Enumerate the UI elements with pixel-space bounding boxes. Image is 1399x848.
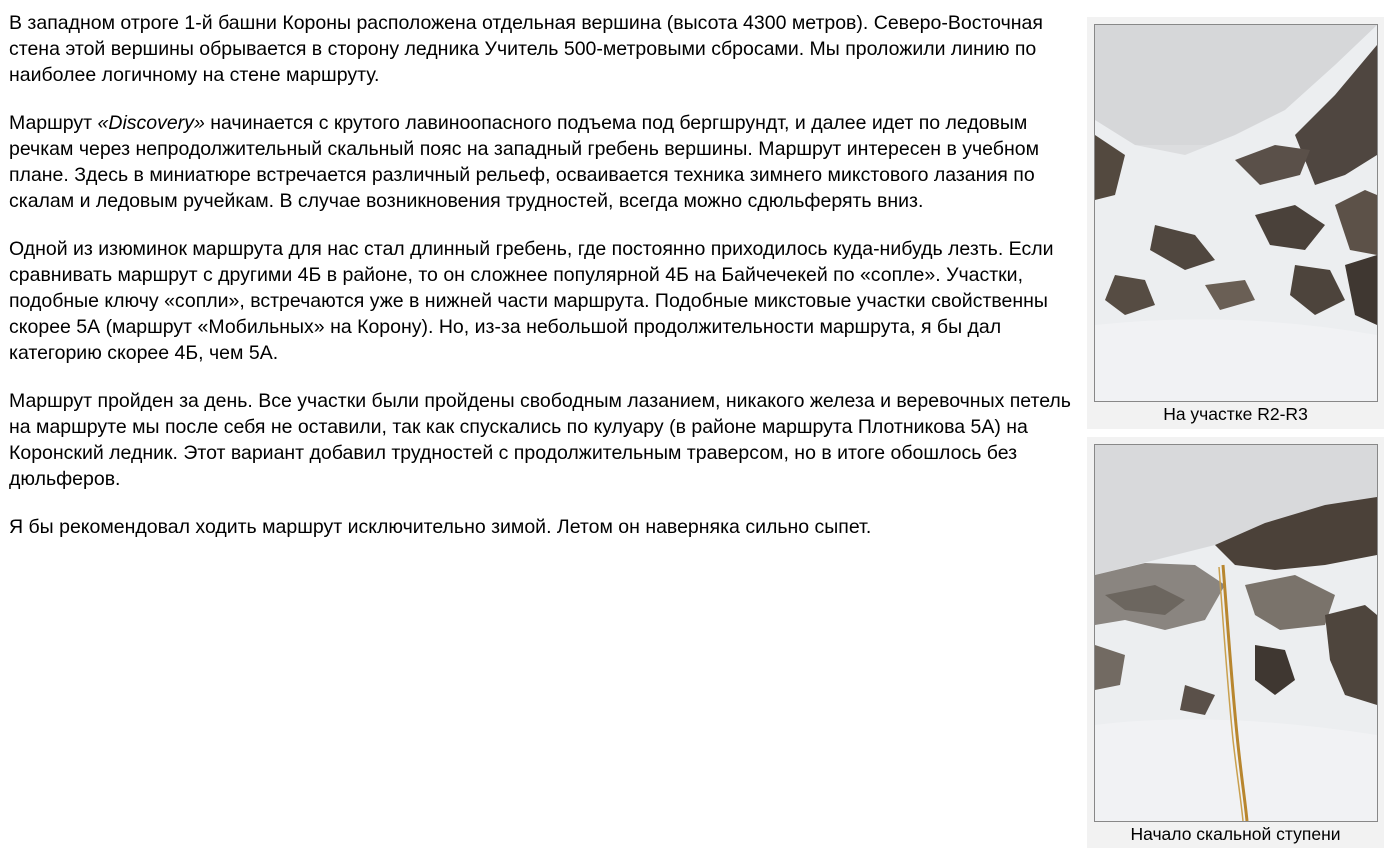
paragraph-recommendation bbox=[9, 514, 1077, 540]
mountain-photo-icon[interactable] bbox=[1094, 24, 1378, 402]
paragraph-text: Одной из изюминок маршрута для нас стал длинный гребень, где постоянно приходилось куда-нибудь лезть. Если сравнивать маршрут с другими 4Б в районе, то он сложнее популярной 4Б на Байчечекей по «сопле». Участки, подобные ключу «сопли», встречаются уже в нижней части маршрута. Подобные микстовые участки свойственны скорее 5А (маршрут «Мобильных» на Корону). Но, из-за небольшой продолжительности маршрута, я бы дал категорию скорее 4Б, чем 5А. bbox=[9, 238, 1054, 364]
photo-caption: На участке R2-R3 bbox=[1163, 404, 1308, 424]
paragraph-route-description bbox=[9, 110, 1077, 214]
paragraph-text: Я бы рекомендовал ходить маршрут исключительно зимой. Летом он наверняка сильно сыпет. bbox=[9, 516, 872, 538]
rock-step-photo bbox=[1095, 445, 1377, 821]
paragraph-text: В западном отроге 1-й башни Короны расположена отдельная вершина (высота 4300 метров). Северо-Восточная стена этой вершины обрывается в сторону ледника Учитель 500-метровыми сбросами. Мы проложили линию по наиболее логичному на стене маршруту. bbox=[9, 12, 1043, 86]
mountain-rope-photo-icon[interactable] bbox=[1094, 444, 1378, 822]
snowy-couloir-photo bbox=[1095, 25, 1377, 401]
photo-caption: Начало скальной ступени bbox=[1130, 824, 1341, 844]
paragraph-text: начинается с крутого лавиноопасного подъема под бергшрундт, и далее идет по ледовым речкам через непродолжительный скальный пояс на западный гребень вершины. Маршрут интересен в учебном плане. Здесь в миниатюре встречается различный рельеф, осваивается техника зимнего микстового лазания по скалам и ледовым ручейкам. В случае возникновения трудностей, всегда можно сдюльферять вниз. bbox=[9, 112, 1039, 212]
paragraph-ridge-comparison bbox=[9, 236, 1077, 366]
paragraph-ascent-descent bbox=[9, 388, 1077, 492]
article-body bbox=[9, 10, 1077, 562]
photo-figure-r2-r3 bbox=[1087, 17, 1384, 429]
paragraph-text: Маршрут пройден за день. Все участки были пройдены свободным лазанием, никакого железа и веревочных петель на маршруте мы после себя не оставили, так как спускались по кулуару (в районе маршрута Плотникова 5А) на Коронский ледник. Этот вариант добавил трудностей с продолжительным траверсом, но в итоге обошлось без дюльферов. bbox=[9, 390, 1071, 490]
paragraph-intro bbox=[9, 10, 1077, 88]
route-name-italic: «Discovery» bbox=[97, 112, 205, 134]
photo-figure-rock-step bbox=[1087, 437, 1384, 848]
paragraph-text: Маршрут bbox=[9, 112, 98, 134]
